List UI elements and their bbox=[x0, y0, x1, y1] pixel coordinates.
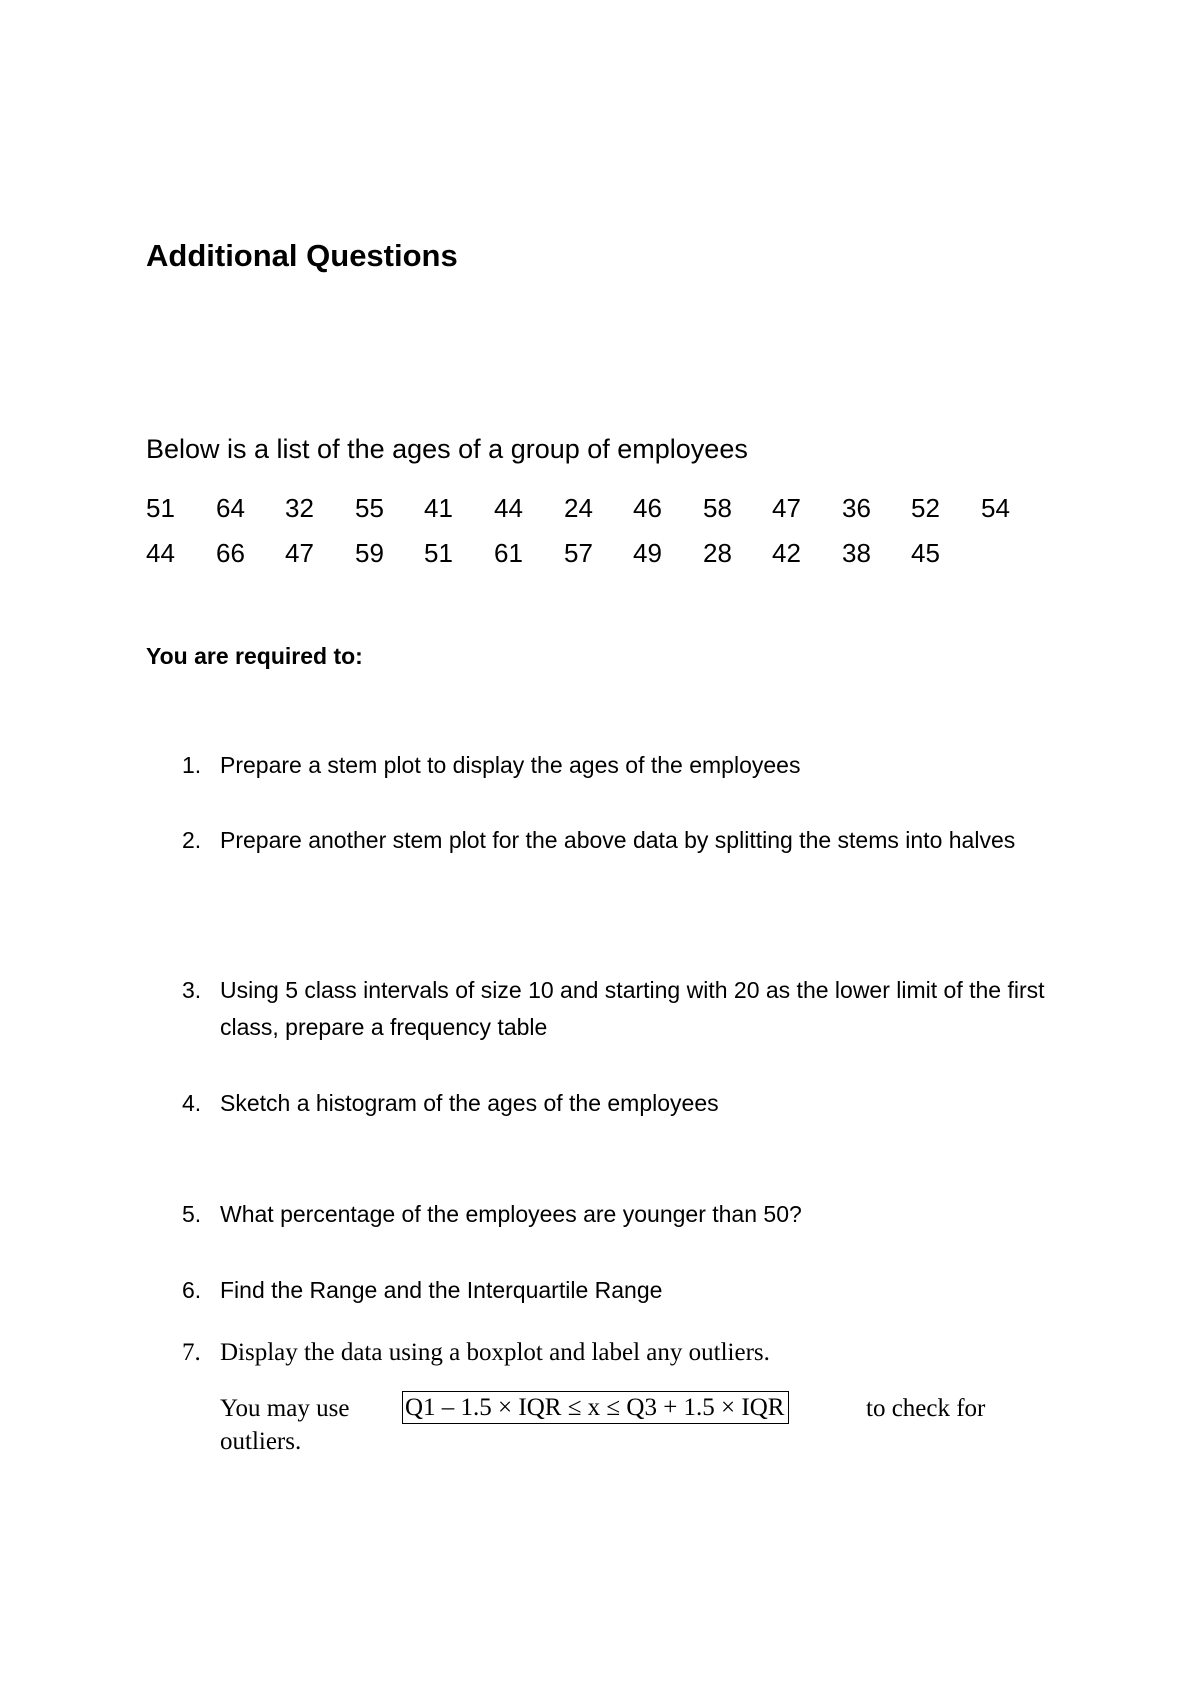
hint-suffix: to check for bbox=[866, 1395, 986, 1422]
age-value: 52 bbox=[911, 493, 940, 523]
question-text: Display the data using a boxplot and label any outliers. bbox=[220, 1339, 770, 1366]
age-value: 57 bbox=[564, 538, 593, 568]
outlier-formula-box: Q1 – 1.5 × IQR ≤ x ≤ Q3 + 1.5 × IQR bbox=[402, 1391, 789, 1424]
question-text: Prepare a stem plot to display the ages of the employees bbox=[220, 752, 801, 778]
age-value: 41 bbox=[424, 493, 453, 523]
age-value: 42 bbox=[772, 538, 801, 568]
question-number: 3. bbox=[182, 977, 202, 1003]
question-number: 2. bbox=[182, 827, 202, 853]
question-number: 6. bbox=[182, 1277, 202, 1303]
question-number: 7. bbox=[182, 1339, 201, 1366]
age-value: 58 bbox=[703, 493, 732, 523]
question-number: 4. bbox=[182, 1090, 202, 1116]
question-text: Sketch a histogram of the ages of the employees bbox=[220, 1090, 719, 1116]
age-value: 38 bbox=[842, 538, 871, 568]
age-value: 32 bbox=[285, 493, 314, 523]
ages-row-2 bbox=[146, 540, 1066, 570]
question-text: Find the Range and the Interquartile Range bbox=[220, 1277, 663, 1303]
required-heading: You are required to: bbox=[146, 643, 363, 669]
age-value: 55 bbox=[355, 493, 384, 523]
age-value: 44 bbox=[146, 538, 175, 568]
question-number: 1. bbox=[182, 752, 202, 778]
age-value: 51 bbox=[146, 493, 175, 523]
age-value: 47 bbox=[772, 493, 801, 523]
question-text: What percentage of the employees are younger than 50? bbox=[220, 1201, 802, 1227]
intro-text: Below is a list of the ages of a group of employees bbox=[146, 434, 748, 464]
age-value: 28 bbox=[703, 538, 732, 568]
question-text: Using 5 class intervals of size 10 and starting with 20 as the lower limit of the first class, prepare a frequency table bbox=[220, 977, 1045, 1040]
age-value: 44 bbox=[494, 493, 523, 523]
ages-row-1 bbox=[146, 495, 1066, 525]
hint-prefix: You may use bbox=[220, 1395, 350, 1422]
age-value: 64 bbox=[216, 493, 245, 523]
age-value: 66 bbox=[216, 538, 245, 568]
question-text: Prepare another stem plot for the above data by splitting the stems into halves bbox=[220, 827, 1016, 853]
age-value: 49 bbox=[633, 538, 662, 568]
age-value: 45 bbox=[911, 538, 940, 568]
age-value: 36 bbox=[842, 493, 871, 523]
age-value: 59 bbox=[355, 538, 384, 568]
hint-continuation: outliers. bbox=[220, 1428, 302, 1455]
age-value: 24 bbox=[564, 493, 593, 523]
age-value: 54 bbox=[981, 493, 1010, 523]
page-title: Additional Questions bbox=[146, 238, 458, 273]
question-number: 5. bbox=[182, 1201, 202, 1227]
outlier-hint bbox=[220, 1396, 1120, 1476]
age-value: 46 bbox=[633, 493, 662, 523]
age-value: 51 bbox=[424, 538, 453, 568]
age-value: 61 bbox=[494, 538, 523, 568]
age-value: 47 bbox=[285, 538, 314, 568]
